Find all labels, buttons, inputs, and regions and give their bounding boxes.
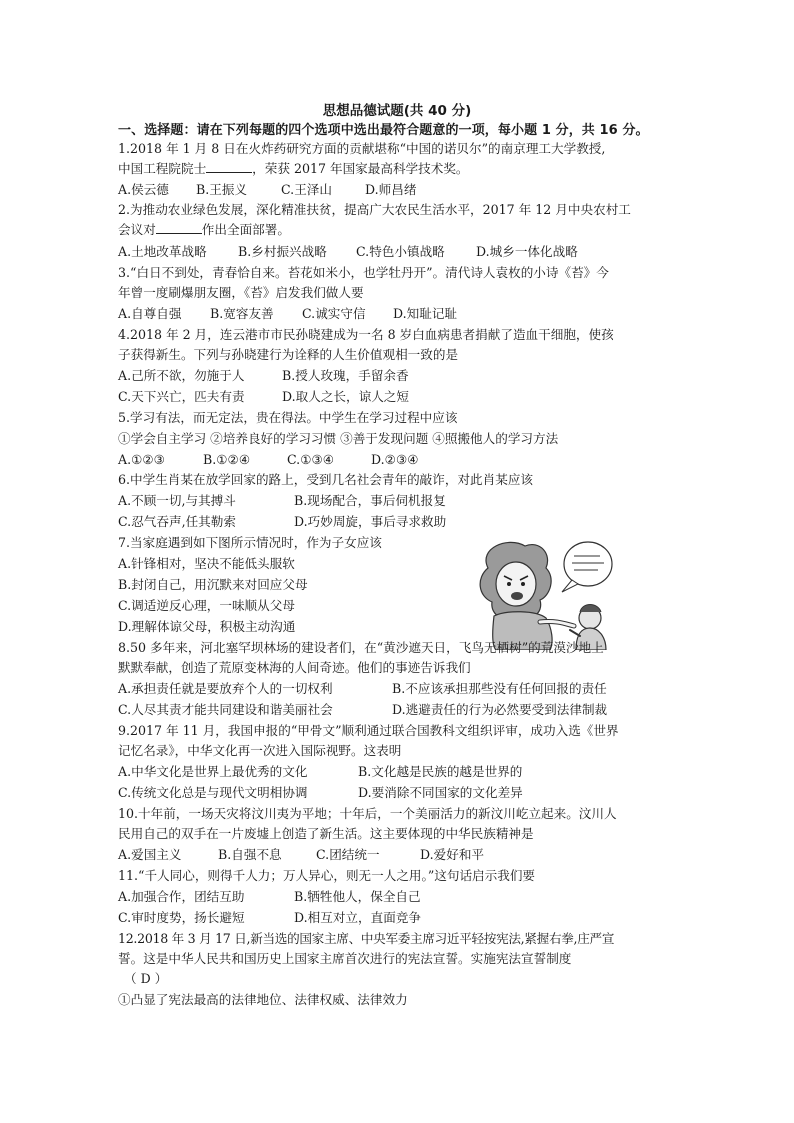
q9-option-c: C.传统文化总是与现代文明相协调 xyxy=(118,785,308,800)
q5-line1: 5.学习有法，而无定法，贵在得法。中学生在学习过程中应该 xyxy=(118,410,458,425)
exam-title: 思想品德试题(共 40 分) xyxy=(322,103,472,119)
q9-option-b: B.文化越是民族的越是世界的 xyxy=(358,764,523,779)
q6-line1: 6.中学生肖某在放学回家的路上，受到几名社会青年的敲诈，对此肖某应该 xyxy=(118,472,534,487)
q2-option-b: B.乡村振兴战略 xyxy=(238,244,327,259)
q2-line2-end: 作出全面部署。 xyxy=(201,222,290,237)
q1-option-b: B.王振义 xyxy=(196,182,248,197)
section-heading: 一、选择题：请在下列每题的四个选项中选出最符合题意的一项，每小题 1 分，共 16 分。 xyxy=(118,123,649,138)
q7-option-c: C.调适逆反心理，一味顺从父母 xyxy=(118,598,295,613)
q5-option-d: D.②③④ xyxy=(371,452,419,467)
q9-line2: 记忆名录》，中华文化再一次进入国际视野。这表明 xyxy=(118,743,402,758)
q11-line1: 11.“千人同心，则得千人力；万人异心，则无一人之用。”这句话启示我们要 xyxy=(118,868,536,883)
q12-line1: 12.2018 年 3 月 17 日,新当选的国家主席、中央军委主席习近平轻按宪法,紧握右拳,庄严宣 xyxy=(118,931,615,946)
q1-option-d: D.师昌绪 xyxy=(365,182,417,197)
q2-option-a: A.土地改革战略 xyxy=(118,244,207,259)
q11-option-a: A.加强合作，团结互助 xyxy=(118,889,245,904)
q1-option-c: C.王泽山 xyxy=(281,182,332,197)
q3-line1: 3.“白日不到处，青春恰自来。苔花如米小，也学牡丹开”。清代诗人袁枚的小诗《苔》今 xyxy=(118,265,609,280)
q2-line2 xyxy=(118,220,290,240)
q5-option-a: A.①②③ xyxy=(118,452,165,467)
q7-option-a: A.针锋相对，坚决不能低头服软 xyxy=(118,556,295,571)
q5-option-b: B.①②④ xyxy=(203,452,251,467)
q8-line2: 默默奉献，创造了荒原变林海的人间奇迹。他们的事迹告诉我们 xyxy=(118,660,471,675)
q1-line2-start: 中国工程院院士 xyxy=(118,161,207,176)
q1-line1: 1.2018 年 1 月 8 日在火炸药研究方面的贡献堪称“中国的诺贝尔”的南京理工大学教授, xyxy=(118,141,606,156)
q9-option-d: D.要消除不同国家的文化差异 xyxy=(358,785,523,800)
q4-option-b: B.授人玫瑰，手留余香 xyxy=(282,368,409,383)
q3-option-a: A.自尊自强 xyxy=(118,306,182,321)
q11-option-d: D.相互对立，直面竞争 xyxy=(294,910,421,925)
q2-option-c: C.特色小镇战略 xyxy=(356,244,445,259)
q10-option-b: B.自强不息 xyxy=(218,847,282,862)
q2-answer-blank xyxy=(156,221,202,234)
q2-line2-start: 会议对 xyxy=(118,222,156,237)
q12-line4: ①凸显了宪法最高的法律地位、法律权威、法律效力 xyxy=(118,992,408,1007)
q2-line1: 2.为推动农业绿色发展，深化精准扶贫，提高广大农民生活水平，2017 年 12 月中央农村工 xyxy=(118,202,631,217)
q10-line1: 10.十年前，一场天灾将汶川夷为平地；十年后，一个美丽活力的新汶川屹立起来。汶川人 xyxy=(118,806,617,821)
q8-line1: 8.50 多年来，河北塞罕坝林场的建设者们，在“黄沙遮天日，飞鸟无栖树”的荒漠沙地上 xyxy=(118,640,604,655)
q3-option-d: D.知耻记耻 xyxy=(393,306,458,321)
q10-option-a: A.爱国主义 xyxy=(118,847,182,862)
q1-line2 xyxy=(118,159,469,179)
q8-option-a: A.承担责任就是要放弃个人的一切权利 xyxy=(118,681,333,696)
q8-option-c: C.人尽其责才能共同建设和谐美丽社会 xyxy=(118,702,333,717)
q12-line2: 誓。这是中华人民共和国历史上国家主席首次进行的宪法宣誓。实施宪法宣誓制度 xyxy=(118,951,572,966)
parent-scolding-illustration xyxy=(470,538,620,650)
q7-option-b: B.封闭自己，用沉默来对回应父母 xyxy=(118,577,308,592)
q5-line2: ①学会自主学习 ②培养良好的学习习惯 ③善于发现问题 ④照搬他人的学习方法 xyxy=(118,431,559,446)
q7-line1: 7.当家庭遇到如下图所示情况时，作为子女应该 xyxy=(118,535,382,550)
q11-option-c: C.审时度势，扬长避短 xyxy=(118,910,245,925)
q6-option-b: B.现场配合，事后伺机报复 xyxy=(294,493,446,508)
q10-option-c: C.团结统一 xyxy=(316,847,380,862)
q6-option-c: C.忍气吞声,任其勒索 xyxy=(118,514,236,529)
q5-option-c: C.①③④ xyxy=(287,452,335,467)
q10-line2: 民用自己的双手在一片废墟上创造了新生活。这主要体现的中华民族精神是 xyxy=(118,826,534,841)
q6-option-a: A.不顾一切,与其搏斗 xyxy=(118,493,236,508)
q4-option-a: A.己所不欲，勿施于人 xyxy=(118,368,245,383)
q2-option-d: D.城乡一体化战略 xyxy=(476,244,578,259)
q4-line2: 子获得新生。下列与孙晓建行为诠释的人生价值观相一致的是 xyxy=(118,347,459,362)
q4-line1: 4.2018 年 2 月，连云港市市民孙晓建成为一名 8 岁白血病患者捐献了造血干细胞，使孩 xyxy=(118,327,614,342)
q11-option-b: B.牺牲他人，保全自己 xyxy=(294,889,421,904)
q4-option-c: C.天下兴亡，匹夫有责 xyxy=(118,389,245,404)
q7-option-d: D.理解体谅父母，积极主动沟通 xyxy=(118,619,296,634)
q1-answer-blank xyxy=(206,160,252,173)
q3-line2: 年曾一度刷爆朋友圈，《苔》启发我们做人要 xyxy=(118,285,364,300)
q10-option-d: D.爱好和平 xyxy=(420,847,485,862)
q12-answer-bracket: （ D ） xyxy=(124,971,168,986)
q6-option-d: D.巧妙周旋，事后寻求救助 xyxy=(294,514,447,529)
q3-option-b: B.宽容友善 xyxy=(210,306,274,321)
q8-option-b: B.不应该承担那些没有任何回报的责任 xyxy=(392,681,607,696)
q3-option-c: C.诚实守信 xyxy=(302,306,366,321)
q9-option-a: A.中华文化是世界上最优秀的文化 xyxy=(118,764,308,779)
q9-line1: 9.2017 年 11 月，我国申报的“甲骨文”顺利通过联合国教科文组织评审，成功入选《世界 xyxy=(118,723,619,738)
q8-option-d: D.逃避责任的行为必然要受到法律制裁 xyxy=(392,702,608,717)
q1-line2-end: ，荣获 2017 年国家最高科学技术奖。 xyxy=(252,161,469,176)
q4-option-d: D.取人之长，谅人之短 xyxy=(282,389,409,404)
q1-option-a: A.侯云德 xyxy=(118,182,169,197)
